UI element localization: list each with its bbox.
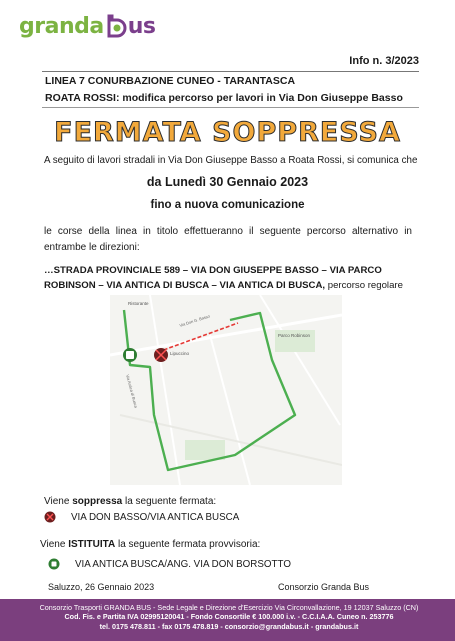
divider xyxy=(42,107,419,108)
intro-text: A seguito di lavori stradali in Via Don Giuseppe Basso a Roata Rossi, si comunica che xyxy=(44,155,418,166)
start-date: da Lunedì 30 Gennaio 2023 xyxy=(146,175,309,189)
line-title: LINEA 7 CONURBAZIONE CUNEO - TARANTASCA xyxy=(45,75,296,87)
route-streets: …STRADA PROVINCIALE 589 – VIA DON GIUSEPPE BASSO – VIA PARCO ROBINSON – VIA ANTICA DI BUSCA – VIA ANTICA DI BUSCA, xyxy=(44,265,382,291)
signoff-organization: Consorzio Granda Bus xyxy=(277,582,369,592)
map-label: Ristorante xyxy=(128,301,149,306)
map-label: Via Antica di Busca xyxy=(125,373,139,409)
suppressed-suffix: la seguente fermata: xyxy=(122,496,217,507)
map-label: Lipuccino xyxy=(170,351,190,356)
info-number: Info n. 3/2023 xyxy=(349,55,419,67)
route-map xyxy=(110,295,342,485)
removed-stop-icon xyxy=(44,511,56,523)
logo-word-start: granda xyxy=(19,13,104,39)
grandabus-logo xyxy=(19,11,155,41)
new-stop-icon xyxy=(48,558,60,570)
headline: FERMATA SOPPRESSA xyxy=(54,117,401,148)
instituted-prefix: Viene xyxy=(40,539,69,550)
map-label: Parco Robinson xyxy=(278,333,311,338)
divider xyxy=(42,71,419,72)
logo-word-end: us xyxy=(127,13,156,39)
signoff-place-date: Saluzzo, 26 Gennaio 2023 xyxy=(48,582,155,592)
instituted-bold: ISTITUITA xyxy=(68,539,116,550)
route-text xyxy=(44,263,416,293)
instituted-notice xyxy=(40,539,260,550)
suppressed-prefix: Viene xyxy=(44,496,73,507)
footer xyxy=(0,599,455,641)
suppressed-bold: soppressa xyxy=(72,496,123,507)
footer-contacts: tel. 0175 478.811 - fax 0175 478.819 - consorzio@grandabus.it - grandabus.it xyxy=(99,621,359,631)
suppressed-stop-row xyxy=(44,511,239,523)
map-label: Via Don G. Basso xyxy=(178,313,211,328)
suppressed-notice xyxy=(44,496,216,507)
instituted-stop-row xyxy=(48,558,291,570)
instituted-stop-name: VIA ANTICA BUSCA/ANG. VIA DON BORSOTTO xyxy=(75,558,291,570)
line-subtitle: ROATA ROSSI: modifica percorso per lavori in Via Don Giuseppe Basso xyxy=(45,92,403,104)
route-tail: percorso regolare xyxy=(325,280,403,291)
suppressed-stop-name: VIA DON BASSO/VIA ANTICA BUSCA xyxy=(71,511,240,523)
body-text: le corse della linea in titolo effettueranno il seguente percorso alternativo in entrambe le direzioni: xyxy=(44,226,412,253)
until-notice: fino a nuova comunicazione xyxy=(150,199,305,211)
instituted-suffix: la seguente fermata provvisoria: xyxy=(115,539,261,550)
footer-tax: Cod. Fis. e Partita IVA 02995120041 - Fondo Consortile € 100.000 i.v. - C.C.I.A.A. Cuneo n. 253776 xyxy=(64,612,394,622)
footer-address: Consorzio Trasporti GRANDA BUS - Sede Legale e Direzione d'Esercizio Via Circonvallazione, 19 12037 Saluzzo (CN) xyxy=(39,603,419,612)
bus-b-icon xyxy=(105,14,127,38)
